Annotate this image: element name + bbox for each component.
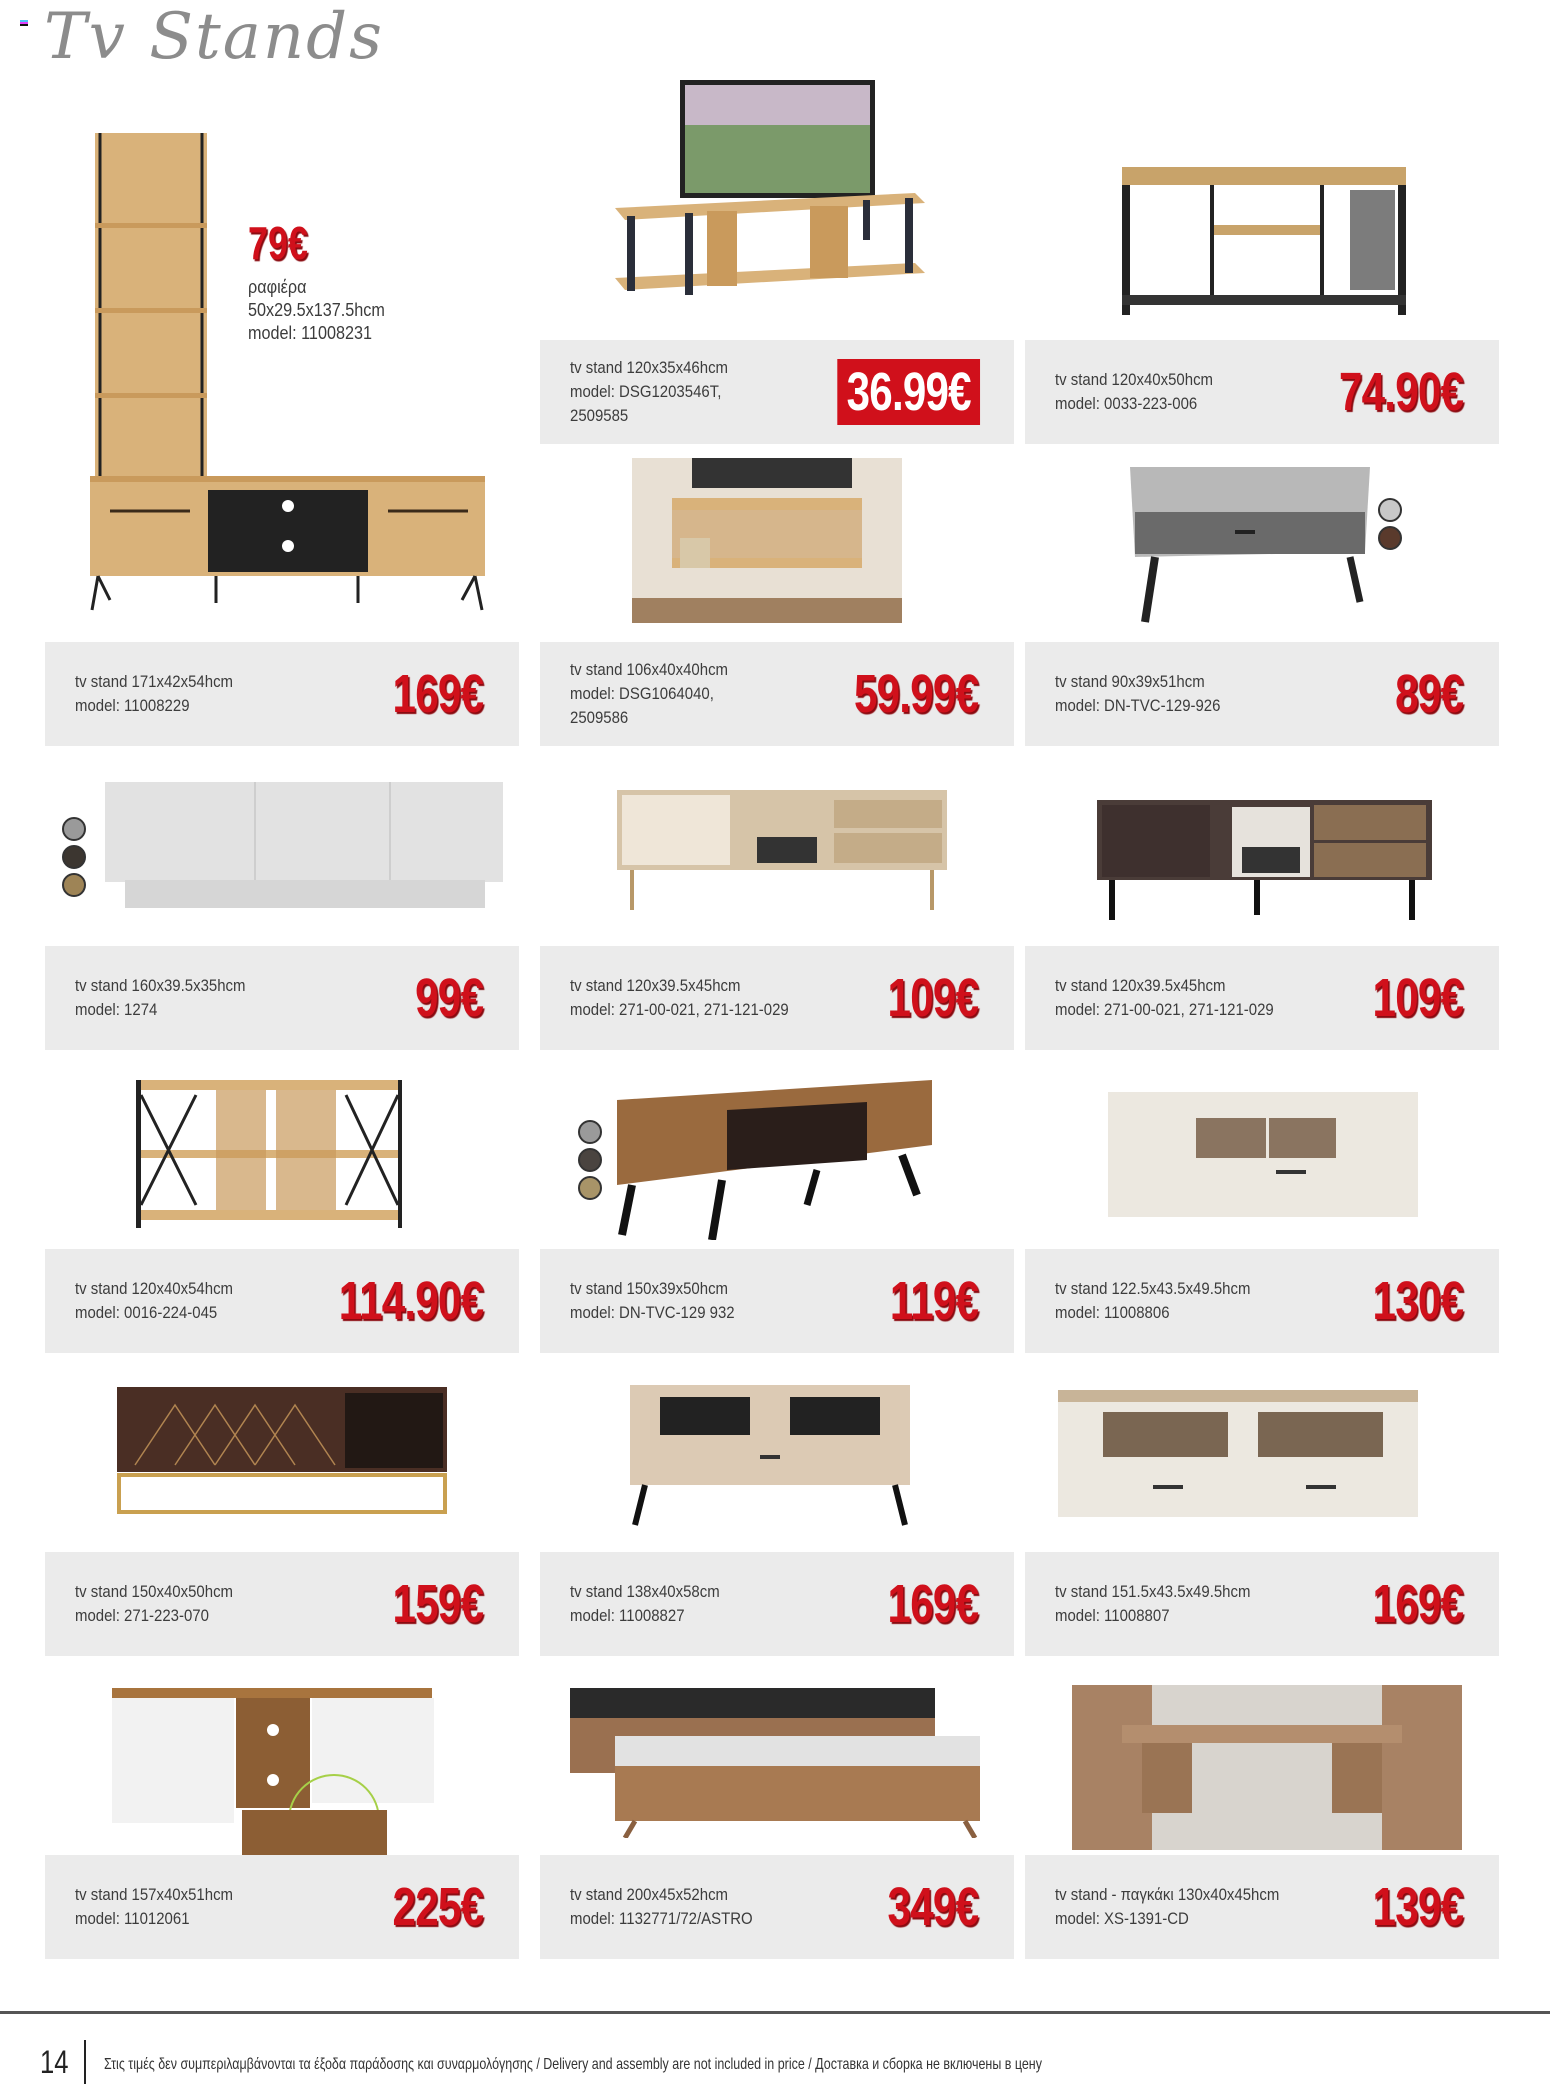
product-price: 349€ bbox=[887, 1877, 978, 1937]
product-card[interactable] bbox=[1025, 1249, 1499, 1353]
product-model: model: DN-TVC-129 932 bbox=[570, 1303, 735, 1322]
product-card[interactable] bbox=[45, 1249, 519, 1353]
product-price: 169€ bbox=[887, 1574, 978, 1634]
product-card[interactable] bbox=[45, 946, 519, 1050]
swatch-grey[interactable] bbox=[578, 1120, 602, 1144]
product-price: 109€ bbox=[887, 968, 978, 1028]
product-image-oak-low-stand bbox=[632, 458, 902, 623]
product-card[interactable] bbox=[45, 642, 519, 746]
product-title: tv stand 171x42x54hcm bbox=[75, 672, 234, 691]
product-title: tv stand - παγκάκι 130x40x45hcm bbox=[1055, 1885, 1280, 1904]
product-model: model: 0033-223-006 bbox=[1055, 394, 1198, 413]
product-title: tv stand 120x39.5x45hcm bbox=[570, 976, 741, 995]
product-card[interactable] bbox=[1025, 642, 1499, 746]
page-number-separator bbox=[84, 2040, 86, 2084]
featured-name: ραφιέρα bbox=[248, 277, 307, 297]
product-title: tv stand 160x39.5x35hcm bbox=[75, 976, 246, 995]
product-title: tv stand 120x40x54hcm bbox=[75, 1279, 234, 1298]
product-price: 169€ bbox=[392, 664, 483, 724]
featured-model: model: 11008231 bbox=[248, 323, 373, 343]
swatch-brown[interactable] bbox=[1378, 526, 1402, 550]
product-title: tv stand 138x40x58cm bbox=[570, 1582, 720, 1601]
product-model-extra: 2509586 bbox=[570, 708, 629, 727]
product-card[interactable] bbox=[45, 1552, 519, 1656]
product-price: 159€ bbox=[392, 1574, 483, 1634]
product-model-extra: 2509585 bbox=[570, 406, 629, 425]
product-model: model: XS-1391-CD bbox=[1055, 1909, 1189, 1928]
product-title: tv stand 106x40x40hcm bbox=[570, 660, 729, 679]
product-model: model: 1132771/72/ASTRO bbox=[570, 1909, 753, 1928]
delivery-disclaimer: Στις τιμές δεν συμπεριλαμβάνονται τα έξοδα παράδοσης και συναρμολόγησης / Delivery and assembly are not included in price / Доставка и сборка не включены в цену bbox=[104, 2056, 1042, 2073]
product-model: model: 11008806 bbox=[1055, 1303, 1170, 1322]
product-image-marble-astro-stand bbox=[570, 1688, 985, 1838]
swatch-light-grey[interactable] bbox=[1378, 498, 1402, 522]
product-image-pattern-door-stand bbox=[612, 785, 952, 915]
product-price: 109€ bbox=[1372, 968, 1463, 1028]
product-price: 59.99€ bbox=[853, 664, 978, 724]
product-card[interactable] bbox=[1025, 340, 1499, 444]
product-model: model: 0016-224-045 bbox=[75, 1303, 218, 1322]
product-title: tv stand 200x45x52hcm bbox=[570, 1885, 729, 1904]
product-image-featured-bookcase bbox=[90, 128, 490, 618]
product-title: tv stand 157x40x51hcm bbox=[75, 1885, 234, 1904]
product-image-chevron-brown-stand bbox=[115, 1385, 450, 1515]
product-model: model: DSG1203546T, bbox=[570, 382, 722, 401]
product-price: 74.90€ bbox=[1338, 362, 1463, 422]
product-price: 99€ bbox=[415, 968, 483, 1028]
product-card[interactable] bbox=[45, 1855, 519, 1959]
product-model: model: 11008229 bbox=[75, 696, 190, 715]
product-image-white-wash-stand bbox=[100, 780, 505, 910]
color-swatches bbox=[62, 817, 86, 897]
product-model: model: 271-00-021, 271-121-029 bbox=[1055, 1000, 1274, 1019]
product-price: 36.99€ bbox=[837, 359, 980, 425]
product-price: 225€ bbox=[392, 1877, 483, 1937]
product-model: model: 11008807 bbox=[1055, 1606, 1170, 1625]
product-card[interactable] bbox=[540, 1552, 1014, 1656]
product-title: tv stand 120x39.5x45hcm bbox=[1055, 976, 1226, 995]
product-image-white-rustic-stand bbox=[1108, 1090, 1418, 1220]
product-card[interactable] bbox=[1025, 1552, 1499, 1656]
swatch-grey[interactable] bbox=[62, 817, 86, 841]
product-card[interactable] bbox=[540, 340, 1014, 444]
product-model: model: DN-TVC-129-926 bbox=[1055, 696, 1221, 715]
product-price: 130€ bbox=[1372, 1271, 1463, 1331]
page-title: Tv Stands bbox=[44, 0, 384, 74]
product-image-tv-stand-with-tv bbox=[615, 78, 935, 323]
product-image-metal-frame-stand bbox=[1120, 165, 1410, 320]
product-model: model: DSG1064040, bbox=[570, 684, 714, 703]
swatch-oak[interactable] bbox=[62, 873, 86, 897]
product-image-dark-pattern-stand bbox=[1092, 795, 1432, 925]
product-price: 89€ bbox=[1395, 664, 1463, 724]
featured-product-info bbox=[248, 218, 400, 345]
swatch-dark[interactable] bbox=[578, 1148, 602, 1172]
featured-price: 79€ bbox=[248, 217, 308, 269]
product-card[interactable] bbox=[1025, 1855, 1499, 1959]
product-title: tv stand 120x35x46hcm bbox=[570, 358, 729, 377]
color-swatches bbox=[578, 1120, 602, 1200]
featured-dimensions: 50x29.5x137.5hcm bbox=[248, 300, 385, 320]
product-model: model: 11008827 bbox=[570, 1606, 685, 1625]
product-image-white-drawer-stand bbox=[1058, 1390, 1418, 1520]
product-card[interactable] bbox=[540, 642, 1014, 746]
product-title: tv stand 122.5x43.5x49.5hcm bbox=[1055, 1279, 1251, 1298]
product-model: model: 271-00-021, 271-121-029 bbox=[570, 1000, 789, 1019]
product-title: tv stand 150x39x50hcm bbox=[570, 1279, 729, 1298]
swatch-oak[interactable] bbox=[578, 1176, 602, 1200]
product-title: tv stand 151.5x43.5x49.5hcm bbox=[1055, 1582, 1251, 1601]
color-swatches bbox=[1378, 498, 1402, 550]
product-card[interactable] bbox=[540, 1249, 1014, 1353]
product-model: model: 1274 bbox=[75, 1000, 158, 1019]
product-price: 114.90€ bbox=[338, 1271, 483, 1331]
product-title: tv stand 90x39x51hcm bbox=[1055, 672, 1205, 691]
product-card[interactable] bbox=[1025, 946, 1499, 1050]
product-price: 169€ bbox=[1372, 1574, 1463, 1634]
product-title: tv stand 150x40x50hcm bbox=[75, 1582, 234, 1601]
product-image-grey-stand-angled-legs bbox=[1125, 462, 1375, 627]
page-number: 14 bbox=[40, 2044, 69, 2080]
product-card[interactable] bbox=[540, 1855, 1014, 1959]
product-model: model: 11012061 bbox=[75, 1909, 190, 1928]
product-image-white-walnut-stand bbox=[112, 1680, 442, 1860]
swatch-dark[interactable] bbox=[62, 845, 86, 869]
product-image-bench-stand bbox=[1072, 1685, 1462, 1850]
product-price: 119€ bbox=[889, 1271, 978, 1331]
footer-divider bbox=[0, 2011, 1550, 2014]
product-model: model: 271-223-070 bbox=[75, 1606, 209, 1625]
product-title: tv stand 120x40x50hcm bbox=[1055, 370, 1214, 389]
product-image-light-oak-drawer-stand bbox=[630, 1385, 915, 1530]
product-image-shelf-x-frame bbox=[136, 1080, 402, 1228]
product-card[interactable] bbox=[540, 946, 1014, 1050]
print-registration-mark bbox=[20, 20, 28, 28]
product-image-walnut-stand-black-legs bbox=[612, 1075, 937, 1240]
product-price: 139€ bbox=[1372, 1877, 1463, 1937]
